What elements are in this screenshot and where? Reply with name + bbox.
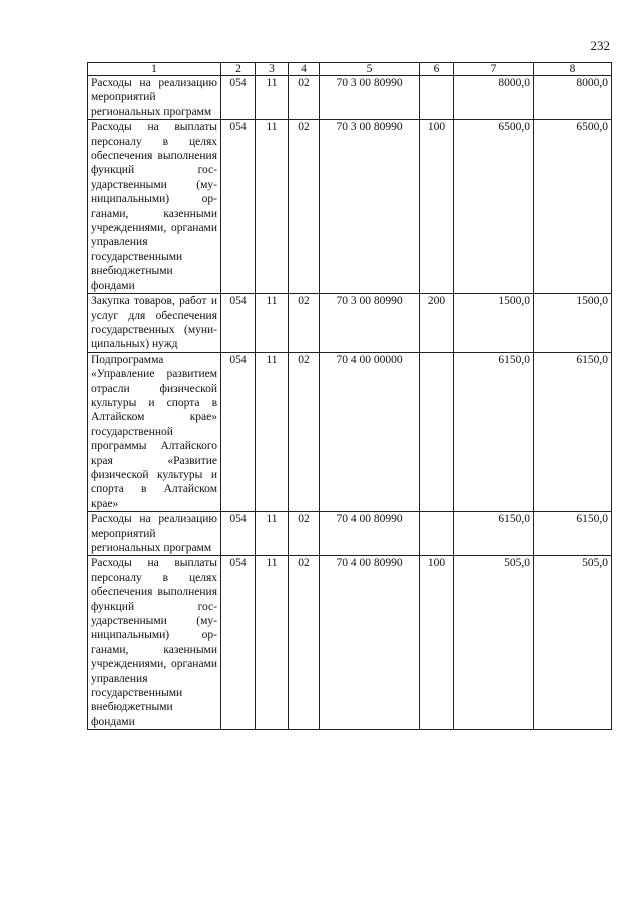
section-code-cell: 11 xyxy=(256,294,289,353)
expense-type-cell xyxy=(420,512,454,556)
column-header-7: 7 xyxy=(454,63,534,76)
expense-type-cell: 100 xyxy=(420,120,454,294)
column-header-6: 6 xyxy=(420,63,454,76)
ministry-code-cell: 054 xyxy=(221,76,256,120)
target-article-cell: 70 3 00 80990 xyxy=(320,76,420,120)
section-code-cell: 11 xyxy=(256,556,289,730)
expense-type-cell xyxy=(420,352,454,511)
table-row xyxy=(88,352,612,511)
table-row xyxy=(88,294,612,353)
subsection-code-cell: 02 xyxy=(289,76,320,120)
table-row xyxy=(88,120,612,294)
column-header-8: 8 xyxy=(534,63,612,76)
subsection-code-cell: 02 xyxy=(289,556,320,730)
amount-cell: 1500,0 xyxy=(454,294,534,353)
amount-cell: 6150,0 xyxy=(454,512,534,556)
amount-cell: 8000,0 xyxy=(454,76,534,120)
expense-name-cell: Расходы на реализацию мероприятий региональных программ xyxy=(88,76,221,120)
amount-cell: 6500,0 xyxy=(454,120,534,294)
section-code-cell: 11 xyxy=(256,352,289,511)
target-article-cell: 70 3 00 80990 xyxy=(320,294,420,353)
amount-cell: 505,0 xyxy=(534,556,612,730)
expense-name-cell: Расходы на выплаты персоналу в целях обеспечения выполнения функций государственными (муниципальными) органами, казенными учреждениями, органами управления государственными внебюджетными фондами xyxy=(88,556,221,730)
ministry-code-cell: 054 xyxy=(221,352,256,511)
subsection-code-cell: 02 xyxy=(289,120,320,294)
expense-name-cell: Закупка товаров, работ и услуг для обеспечения государственных (муниципальных) нужд xyxy=(88,294,221,353)
expense-name-cell: Подпрограмма «Управление развитием отрасли физической культуры и спорта в Алтайском крае» государственной программы Алтайского края «Развитие физической культуры и спорта в Алтайском крае» xyxy=(88,352,221,511)
subsection-code-cell: 02 xyxy=(289,294,320,353)
header-row xyxy=(88,63,612,76)
target-article-cell: 70 4 00 00000 xyxy=(320,352,420,511)
subsection-code-cell: 02 xyxy=(289,352,320,511)
budget-table xyxy=(87,62,612,730)
expense-name-cell: Расходы на реализацию мероприятий региональных программ xyxy=(88,512,221,556)
ministry-code-cell: 054 xyxy=(221,294,256,353)
target-article-cell: 70 4 00 80990 xyxy=(320,512,420,556)
ministry-code-cell: 054 xyxy=(221,556,256,730)
expense-type-cell: 100 xyxy=(420,556,454,730)
column-header-1: 1 xyxy=(88,63,221,76)
amount-cell: 1500,0 xyxy=(534,294,612,353)
subsection-code-cell: 02 xyxy=(289,512,320,556)
ministry-code-cell: 054 xyxy=(221,512,256,556)
amount-cell: 6150,0 xyxy=(534,512,612,556)
expense-type-cell xyxy=(420,76,454,120)
table-row xyxy=(88,556,612,730)
amount-cell: 6150,0 xyxy=(454,352,534,511)
expense-name-cell: Расходы на выплаты персоналу в целях обеспечения выполнения функций государственными (муниципальными) органами, казенными учреждениями, органами управления государственными внебюджетными фондами xyxy=(88,120,221,294)
target-article-cell: 70 4 00 80990 xyxy=(320,556,420,730)
column-header-2: 2 xyxy=(221,63,256,76)
column-header-3: 3 xyxy=(256,63,289,76)
target-article-cell: 70 3 00 80990 xyxy=(320,120,420,294)
column-header-4: 4 xyxy=(289,63,320,76)
section-code-cell: 11 xyxy=(256,120,289,294)
expense-type-cell: 200 xyxy=(420,294,454,353)
section-code-cell: 11 xyxy=(256,512,289,556)
section-code-cell: 11 xyxy=(256,76,289,120)
ministry-code-cell: 054 xyxy=(221,120,256,294)
amount-cell: 6500,0 xyxy=(534,120,612,294)
page-number: 232 xyxy=(590,38,610,53)
amount-cell: 8000,0 xyxy=(534,76,612,120)
table-row xyxy=(88,512,612,556)
column-header-5: 5 xyxy=(320,63,420,76)
amount-cell: 6150,0 xyxy=(534,352,612,511)
amount-cell: 505,0 xyxy=(454,556,534,730)
table-row xyxy=(88,76,612,120)
